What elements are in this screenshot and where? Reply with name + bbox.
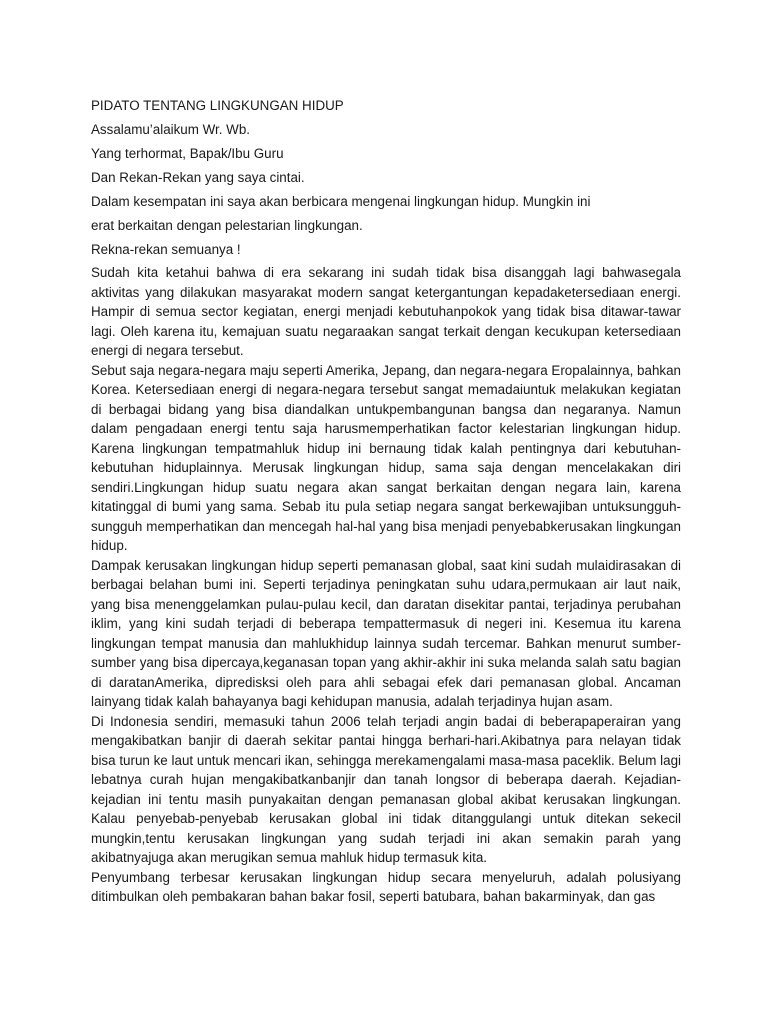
paragraph-energy: Sudah kita ketahui bahwa di era sekarang ini sudah tidak bisa disanggah lagi bahwasegala aktivitas yang dilakukan masyarakat modern sangat ketergantungan kepadaketersediaan energi. Hampir di semua sector kegiatan, energi menjadi kebutuhanpokok yang tidak bisa ditawar-tawar lagi. Oleh karena itu, kemajuan suatu negaraakan sangat terkait dengan kecukupan ketersediaan energi di negara tersebut. [91, 265, 681, 358]
address-line: Rekna-rekan semuanya ! [91, 242, 241, 257]
salutation-teacher-line: Yang terhormat, Bapak/Ibu Guru [91, 146, 284, 161]
salutation-friends-line: Dan Rekan-Rekan yang saya cintai. [91, 170, 305, 185]
intro-line-1: Dalam kesempatan ini saya akan berbicara mengenai lingkungan hidup. Mungkin ini [91, 194, 591, 209]
paragraph-developed-countries: Sebut saja negara-negara maju seperti Amerika, Jepang, dan negara-negara Eropalainnya, bahkan Korea. Ketersediaan energi di negara-negara tersebut sangat memadaiuntuk melakukan kegiatan di berbagai bidang yang bisa diandalkan untukpembangunan bangsa dan negaranya. Namun dalam pengadaan energi tentu saja harusmemperhatikan factor kelestarian lingkungan hidup. Karena lingkungan tempatmahluk hidup ini bernaung tidak kalah pentingnya dari kebutuhan-kebutuhan hiduplainnya. Merusak lingkungan hidup, sama saja dengan mencelakakan diri sendiri.Lingkungan hidup suatu negara akan sangat berkaitan dengan negara lain, karena kitatinggal di bumi yang sama. Sebab itu pula setiap negara sangat berkewajiban untuksungguh-sungguh memperhatikan dan mencegah hal-hal yang bisa menjadi penyebabkerusakan lingkungan hidup. [91, 362, 681, 553]
paragraph-indonesia: Di Indonesia sendiri, memasuki tahun 2006 telah terjadi angin badai di beberapaperairan yang mengakibatkan banjir di daerah sekitar pantai hingga berhari-hari.Akibatnya para nelayan tidak bisa turun ke laut untuk mencari ikan, sehingga merekamengalami masa-masa paceklik. Belum lagi lebatnya curah hujan mengakibatkanbanjir dan tanah longsor di beberapa daerah. Kejadian-kejadian ini tentu masih punyakaitan dengan pemanasan global akibat kerusakan lingkungan. Kalau penyebab-penyebab kerusakan global ini tidak ditanggulangi untuk ditekan sekecil mungkin,tentu kerusakan lingkungan yang sudah terjadi ini akan semakin parah yang akibatnyajuga akan merugikan semua mahluk hidup termasuk kita. [91, 713, 681, 865]
speech-body [91, 263, 681, 907]
intro-line-2: erat berkaitan dengan pelestarian lingkungan. [91, 218, 363, 233]
paragraph-pollution: Penyumbang terbesar kerusakan lingkungan hidup secara menyeluruh, adalah polusiyang ditimbulkan oleh pembakaran bahan bakar fosil, seperti batubara, bahan bakarminyak, dan gas [91, 869, 681, 904]
document-title: PIDATO TENTANG LINGKUNGAN HIDUP [91, 98, 344, 113]
paragraph-global-warming: Dampak kerusakan lingkungan hidup seperti pemanasan global, saat kini sudah mulaidirasakan di berbagai belahan bumi ini. Seperti terjadinya peningkatan suhu udara,permukaan air laut naik, yang bisa menenggelamkan pulau-pulau kecil, dan daratan disekitar pantai, terjadinya perubahan iklim, yang kini sudah terjadi di beberapa tempattermasuk di negeri ini. Kesemua itu karena lingkungan tempat manusia dan mahlukhidup lainnya sudah tercemar. Bahkan menurut sumber-sumber yang bisa dipercaya,keganasan topan yang akhir-akhir ini suka melanda salah satu bagian di daratanAmerika, dipredisksi oleh para ahli sebagai efek dari pemanasan global. Ancaman lainyang tidak kalah bahayanya bagi kehidupan manusia, adalah terjadinya hujan asam. [91, 557, 681, 709]
greeting-line: Assalamu’alaikum Wr. Wb. [91, 122, 250, 137]
